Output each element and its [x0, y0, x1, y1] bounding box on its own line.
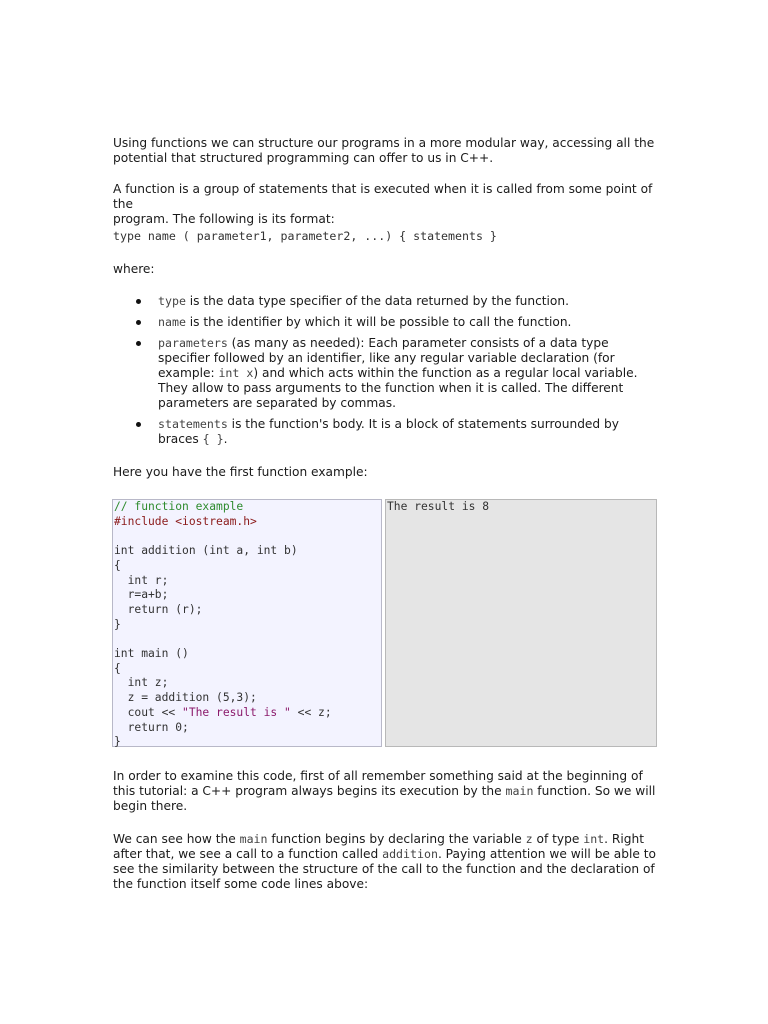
parameters-description-1: (as many as needed): Each parameter consists of a data type specifier followed by an identifier, like any regular variable declaration (for example: [158, 336, 615, 380]
main-desc-text-5: . Paying attention we will be able to see the similarity between the structure of the call to the function and the declaration of the function itself some code lines above: [113, 847, 657, 891]
code-name: name [158, 315, 186, 329]
examine-paragraph [113, 769, 658, 814]
code-line: } [114, 617, 121, 631]
code-line: z = addition (5,3); [114, 691, 257, 705]
code-line: } [114, 735, 121, 749]
code-line: int main () [114, 647, 189, 661]
main-desc-text-2: function begins by declaring the variable [267, 832, 526, 846]
code-listing-box [112, 499, 382, 747]
definition-line-2: program. The following is its format: [113, 212, 335, 226]
code-line: int addition (int a, int b) [114, 544, 298, 558]
code-parameters: parameters [158, 336, 228, 350]
code-string: "The result is " [182, 705, 291, 719]
list-item-name [113, 315, 658, 330]
definition-paragraph [113, 182, 658, 227]
code-main: main [505, 784, 534, 798]
code-listing [113, 500, 381, 750]
code-line: r=a+b; [114, 588, 169, 602]
list-item-statements [113, 417, 658, 447]
list-item-type [113, 294, 658, 309]
statements-end: . [223, 432, 228, 446]
code-include: #include <iostream.h> [114, 514, 257, 528]
examine-text-1: In order to examine this code, first of all remember something said at the beginning of this tutorial: a C++ program always begins its execution by the [113, 769, 643, 798]
code-line: return (r); [114, 602, 203, 616]
main-desc-text-3: of type [532, 832, 584, 846]
parameter-list [113, 294, 658, 453]
code-int-x: int x [218, 366, 254, 380]
code-line: { [114, 558, 121, 572]
main-desc-text-1: We can see how the [113, 832, 240, 846]
type-description: is the data type specifier of the data returned by the function. [185, 294, 569, 308]
definition-line-1: A function is a group of statements that is executed when it is called from some point of the [113, 182, 653, 211]
code-addition: addition [382, 847, 438, 861]
intro-paragraph [113, 136, 658, 166]
code-line: return 0; [114, 720, 189, 734]
list-item-parameters [113, 336, 658, 411]
code-comment: // function example [114, 500, 244, 513]
intro-line-2: potential that structured programming can offer to us in C++. [113, 151, 494, 165]
code-statements: statements [158, 417, 228, 431]
code-z: z [525, 832, 533, 846]
program-output: The result is 8 [387, 500, 490, 513]
format-syntax: type name ( parameter1, parameter2, ...) { statements } [113, 229, 497, 243]
code-main: main [239, 832, 268, 846]
code-line: int r; [114, 573, 169, 587]
statements-description: is the function's body. It is a block of statements surrounded by braces [158, 417, 619, 446]
main-description-paragraph [113, 832, 658, 892]
code-type: type [158, 294, 186, 308]
code-braces: { } [202, 432, 224, 446]
intro-line-1: Using functions we can structure our programs in a more modular way, accessing all the [113, 136, 655, 150]
code-line: { [114, 661, 121, 675]
examine-text-2: function. So we will begin there. [113, 784, 656, 813]
code-line: cout << [114, 705, 183, 719]
where-label: where: [113, 262, 155, 276]
parameters-description-2: ) and which acts within the function as a regular local variable. They allow to pass arguments to the function when it is called. The different parameters are separated by commas. [158, 366, 638, 410]
output-box [385, 499, 657, 747]
example-intro: Here you have the first function example: [113, 465, 368, 479]
name-description: is the identifier by which it will be possible to call the function. [185, 315, 572, 329]
main-desc-text-4: . Right after that, we see a call to a function called [113, 832, 645, 861]
code-int: int [583, 832, 605, 846]
code-line: int z; [114, 676, 169, 690]
code-line: << z; [290, 705, 332, 719]
